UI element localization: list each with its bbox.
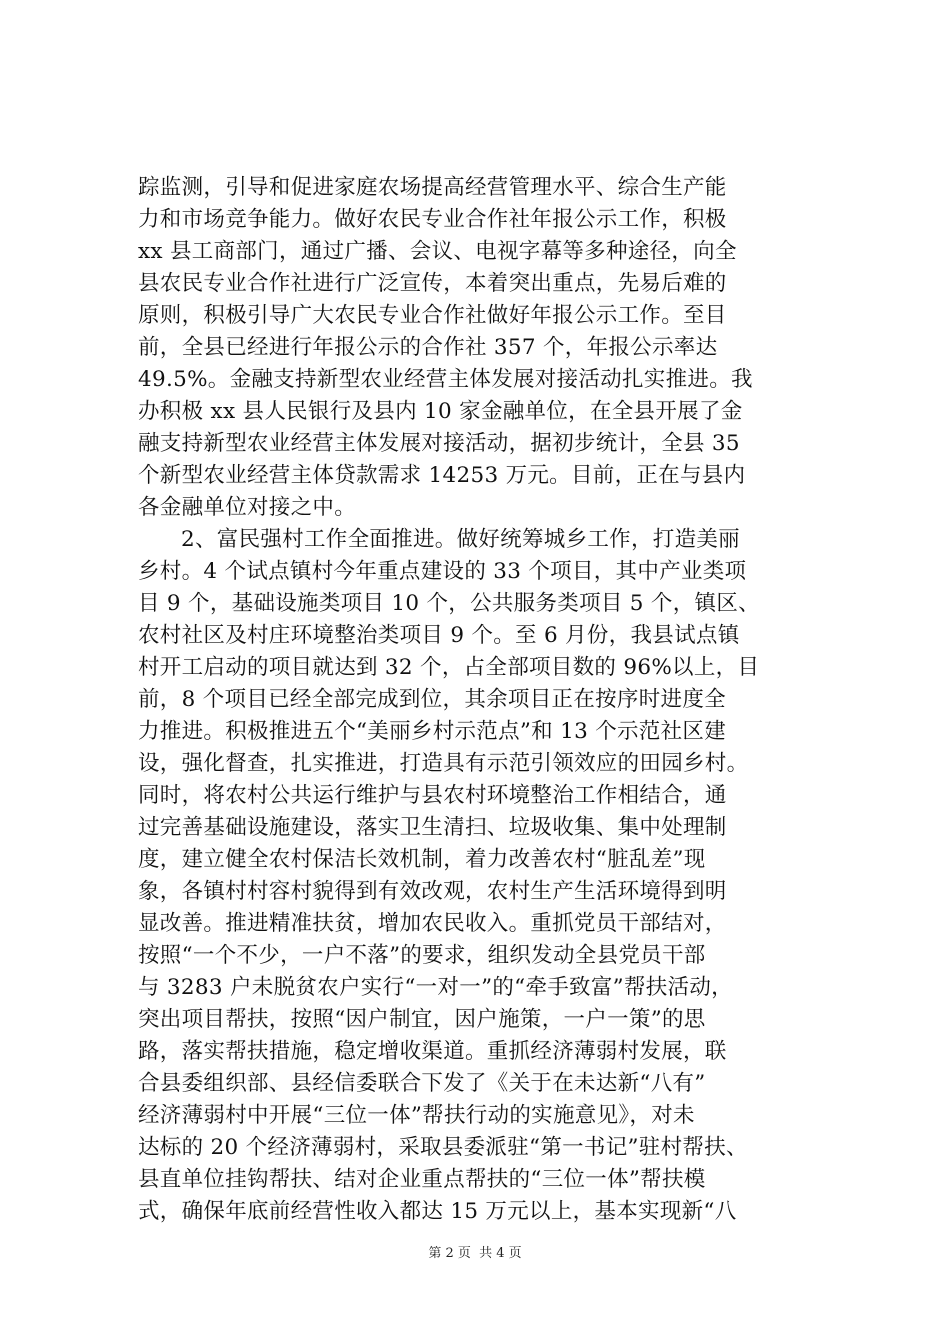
paragraph-start-line: 2、富民强村工作全面推进。做好统筹城乡工作，打造美丽	[181, 527, 740, 552]
text-line: 按照“一个不少，一户不落”的要求，组织发动全县党员干部	[138, 943, 706, 968]
text-line: 突出项目帮扶，按照“因户制宜，因户施策，一户一策”的思	[138, 1007, 706, 1032]
text-line: 村开工启动的项目就达到 32 个，占全部项目数的 96%以上，目	[138, 655, 760, 680]
page-number: 第 2 页	[428, 1246, 471, 1261]
text-line: 前，8 个项目已经全部完成到位，其余项目正在按序时进度全	[138, 687, 726, 712]
page-total: 共 4 页	[479, 1246, 522, 1261]
text-line: 设，强化督查，扎实推进，打造具有示范引领效应的田园乡村。	[138, 751, 749, 776]
text-line: 力和市场竞争能力。做好农民专业合作社年报公示工作，积极	[138, 207, 727, 232]
text-line: 显改善。推进精准扶贫，增加农民收入。重抓党员干部结对，	[138, 911, 727, 936]
text-line: 力推进。积极推进五个“美丽乡村示范点”和 13 个示范社区建	[138, 719, 727, 744]
text-line: 乡村。4 个试点镇村今年重点建设的 33 个项目，其中产业类项	[138, 559, 747, 584]
text-line: 办积极 xx 县人民银行及县内 10 家金融单位，在全县开展了金	[138, 399, 743, 424]
text-line: 县直单位挂钩帮扶、结对企业重点帮扶的“三位一体”帮扶模	[138, 1167, 706, 1192]
page-footer	[0, 1245, 950, 1263]
text-line: 度，建立健全农村保洁长效机制，着力改善农村“脏乱差”现	[138, 847, 706, 872]
text-line: 同时，将农村公共运行维护与县农村环境整治工作相结合，通	[138, 783, 727, 808]
text-line: 路，落实帮扶措施，稳定增收渠道。重抓经济薄弱村发展，联	[138, 1039, 727, 1064]
text-line: 农村社区及村庄环境整治类项目 9 个。至 6 月份，我县试点镇	[138, 623, 740, 648]
text-line: 融支持新型农业经营主体发展对接活动，据初步统计，全县 35	[138, 431, 740, 456]
text-line: xx 县工商部门，通过广播、会议、电视字幕等多种途径，向全	[138, 239, 737, 264]
text-line: 目 9 个，基础设施类项目 10 个，公共服务类项目 5 个，镇区、	[138, 591, 760, 616]
document-body	[138, 172, 838, 1228]
text-line: 象，各镇村村容村貌得到有效改观，农村生产生活环境得到明	[138, 879, 727, 904]
text-line: 达标的 20 个经济薄弱村，采取县委派驻“第一书记”驻村帮扶、	[138, 1135, 748, 1160]
text-line: 合县委组织部、县经信委联合下发了《关于在未达新“八有”	[138, 1071, 706, 1096]
text-line: 与 3283 户未脱贫农户实行“一对一”的“牵手致富”帮扶活动，	[138, 975, 733, 1000]
text-line: 过完善基础设施建设，落实卫生清扫、垃圾收集、集中处理制	[138, 815, 727, 840]
text-line: 县农民专业合作社进行广泛宣传，本着突出重点，先易后难的	[138, 271, 727, 296]
text-line: 经济薄弱村中开展“三位一体”帮扶行动的实施意见》，对未	[138, 1103, 695, 1128]
text-line: 式，确保年底前经营性收入都达 15 万元以上，基本实现新“八	[138, 1199, 737, 1224]
text-line: 各金融单位对接之中。	[138, 495, 357, 520]
text-line: 49.5%。金融支持新型农业经营主体发展对接活动扎实推进。我	[138, 367, 753, 392]
text-line: 原则，积极引导广大农民专业合作社做好年报公示工作。至目	[138, 303, 727, 328]
text-line: 个新型农业经营主体贷款需求 14253 万元。目前，正在与县内	[138, 463, 746, 488]
text-line: 踪监测，引导和促进家庭农场提高经营管理水平、综合生产能	[138, 175, 727, 200]
text-line: 前，全县已经进行年报公示的合作社 357 个，年报公示率达	[138, 335, 718, 360]
